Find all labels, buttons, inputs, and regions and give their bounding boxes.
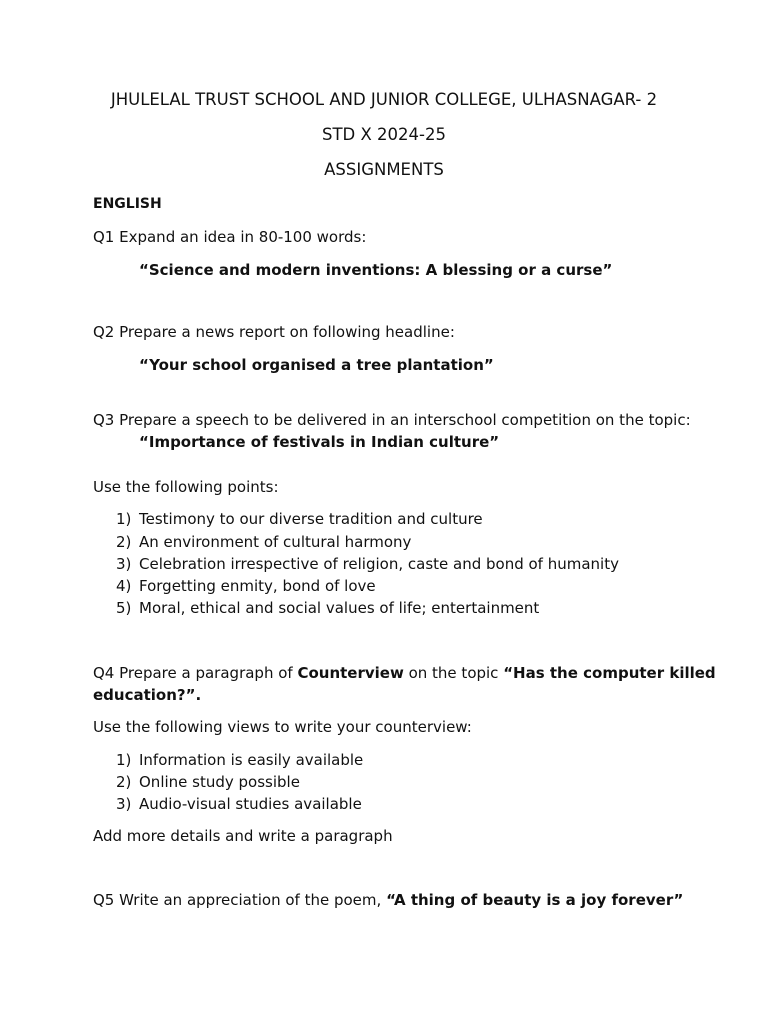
list-item: An environment of cultural harmony [139, 533, 412, 551]
list-item-number: 4) [116, 577, 132, 595]
q4-topic-end: education?”. [93, 686, 202, 704]
school-name: JHULELAL TRUST SCHOOL AND JUNIOR COLLEGE, ULHASNAGAR- 2 [110, 90, 658, 109]
list-item: Testimony to our diverse tradition and culture [139, 510, 483, 528]
list-item-number: 1) [116, 510, 132, 528]
q1-prompt: Q1 Expand an idea in 80-100 words: [93, 228, 367, 246]
list-item-number: 2) [116, 533, 132, 551]
q5-prompt: Q5 Write an appreciation of the poem, [93, 891, 387, 909]
q4-prompt-text: Q4 Prepare a paragraph of [93, 664, 298, 682]
list-item-number: 5) [116, 599, 132, 617]
page-title: ASSIGNMENTS [324, 160, 444, 179]
list-item: Audio-visual studies available [139, 795, 362, 813]
q3-points-intro: Use the following points: [93, 478, 279, 496]
subject-heading: ENGLISH [93, 196, 162, 212]
standard-year: STD X 2024-25 [322, 125, 446, 144]
list-item: Online study possible [139, 773, 300, 791]
list-item-number: 2) [116, 773, 132, 791]
q4-views-intro: Use the following views to write your counterview: [93, 718, 472, 736]
q4-counterview-term: Counterview [297, 664, 404, 682]
q3-prompt: Q3 Prepare a speech to be delivered in an interschool competition on the topic: [93, 411, 691, 429]
q4-topic-start: “Has the computer killed [503, 664, 716, 682]
list-item: Information is easily available [139, 751, 364, 769]
q4-prompt-text-2: on the topic [403, 664, 504, 682]
q2-topic: “Your school organised a tree plantation” [139, 356, 494, 374]
q5-poem-title: “A thing of beauty is a joy forever” [386, 891, 684, 909]
q4-prompt-line1 [93, 663, 716, 683]
q2-prompt: Q2 Prepare a news report on following headline: [93, 323, 455, 341]
q4-closing: Add more details and write a paragraph [93, 827, 393, 845]
q3-topic: “Importance of festivals in Indian culture” [139, 433, 500, 451]
list-item-number: 3) [116, 555, 132, 573]
list-item: Celebration irrespective of religion, caste and bond of humanity [139, 555, 619, 573]
q1-topic: “Science and modern inventions: A blessing or a curse” [139, 261, 613, 279]
list-item: Forgetting enmity, bond of love [139, 577, 376, 595]
q5-prompt-line [93, 890, 683, 910]
list-item-number: 1) [116, 751, 132, 769]
list-item: Moral, ethical and social values of life; entertainment [139, 599, 540, 617]
list-item-number: 3) [116, 795, 132, 813]
